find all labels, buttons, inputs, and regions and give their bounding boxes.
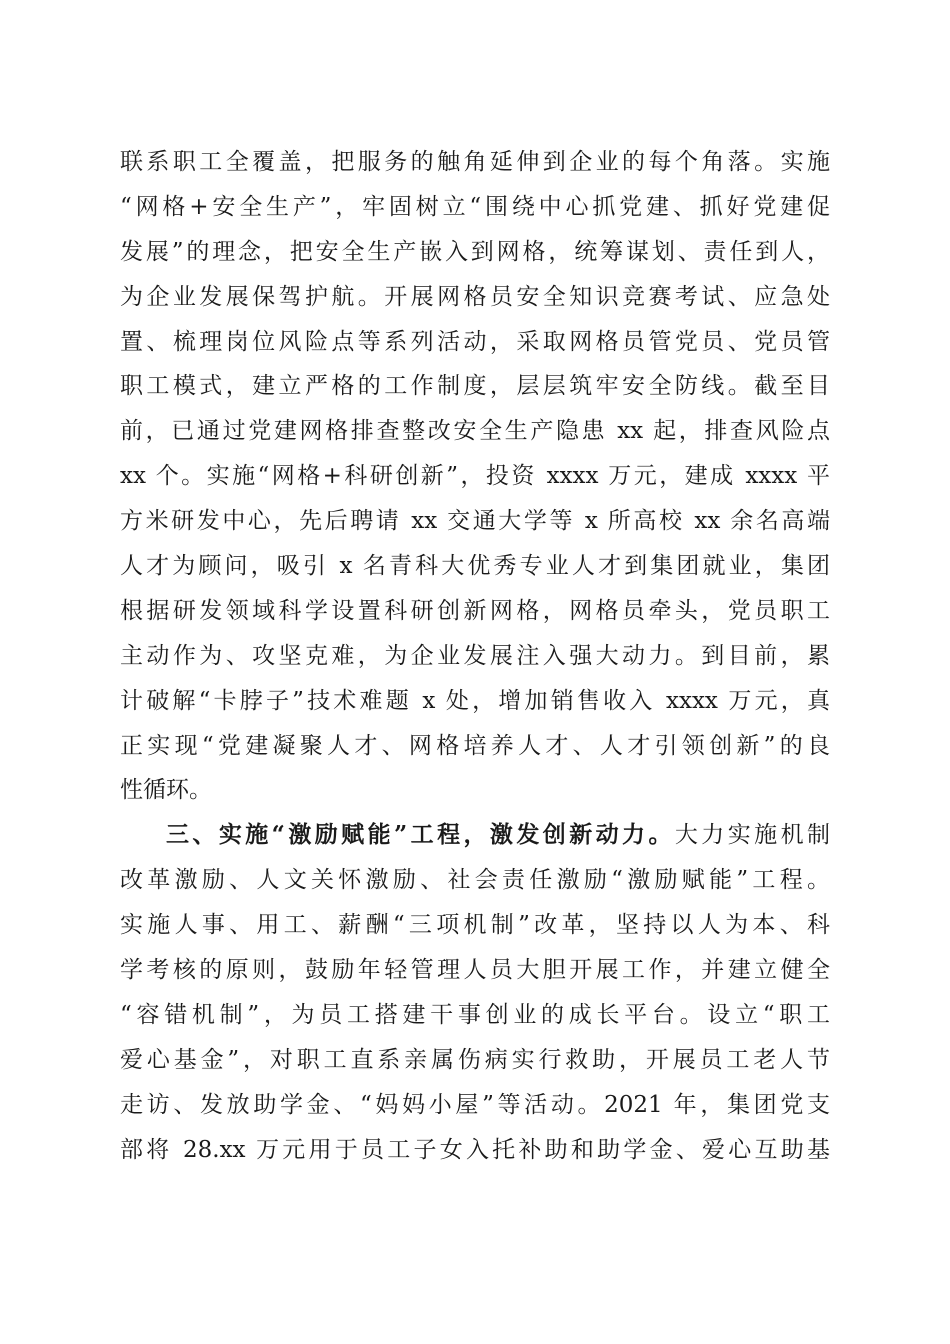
- text-line: 部将 28.xx 万元用于员工子女入托补助和助学金、爱心互助基: [120, 1136, 830, 1163]
- text-line: 联系职工全覆盖，把服务的触角延伸到企业的每个角落。实施: [120, 149, 830, 175]
- section-heading: 三、实施“激励赋能”工程，激发创新动力。: [166, 821, 675, 849]
- text-line: 主动作为、攻坚克难，为企业发展注入强大动力。到目前，累: [120, 642, 830, 669]
- section-first-line: [120, 813, 830, 858]
- text-line: 为企业发展保驾护航。开展网格员安全知识竞赛考试、应急处: [120, 283, 830, 310]
- text-line: 前，已通过党建网格排查整改安全生产隐患 xx 起，排查风险点: [120, 418, 830, 445]
- text-line: 实施人事、用工、薪酬“三项机制”改革，坚持以人为本、科: [120, 912, 830, 939]
- text-line: 发展”的理念，把安全生产嵌入到网格，统筹谋划、责任到人，: [120, 238, 830, 265]
- text-line: 人才为顾问，吸引 x 名青科大优秀专业人才到集团就业，集团: [120, 553, 830, 580]
- text-line: xx 个。实施“网格+科研创新”，投资 xxxx 万元，建成 xxxx 平: [120, 463, 830, 490]
- text-line: “网格+安全生产”，牢固树立“围绕中心抓党建、抓好党建促: [120, 193, 830, 220]
- text-line: “容错机制”，为员工搭建干事创业的成长平台。设立“职工: [120, 1001, 830, 1028]
- document-body: [120, 140, 830, 1172]
- paragraph-network-safety-research: [120, 140, 830, 813]
- paragraph-incentive-empowerment: [120, 813, 830, 1172]
- text-line: 走访、发放助学金、“妈妈小屋”等活动。2021 年，集团党支: [120, 1091, 830, 1118]
- text-line: 性循环。: [120, 777, 212, 804]
- text-line: 置、梳理岗位风险点等系列活动，采取网格员管党员、党员管: [120, 328, 830, 355]
- section-heading-continuation: 大力实施机制: [674, 822, 830, 849]
- text-line: 计破解“卡脖子”技术难题 x 处，增加销售收入 xxxx 万元，真: [120, 687, 830, 714]
- text-line: 正实现“党建凝聚人才、网格培养人才、人才引领创新”的良: [120, 732, 830, 759]
- text-line: 改革激励、人文关怀激励、社会责任激励“激励赋能”工程。: [120, 867, 830, 894]
- text-line: 职工模式，建立严格的工作制度，层层筑牢安全防线。截至目: [120, 373, 830, 400]
- text-line: 方米研发中心，先后聘请 xx 交通大学等 x 所高校 xx 余名高端: [120, 508, 830, 535]
- text-line: 爱心基金”，对职工直系亲属伤病实行救助，开展员工老人节: [120, 1046, 830, 1073]
- text-line: 学考核的原则，鼓励年轻管理人员大胆开展工作，并建立健全: [120, 957, 830, 984]
- text-line: 根据研发领域科学设置科研创新网格，网格员牵头，党员职工: [120, 597, 830, 624]
